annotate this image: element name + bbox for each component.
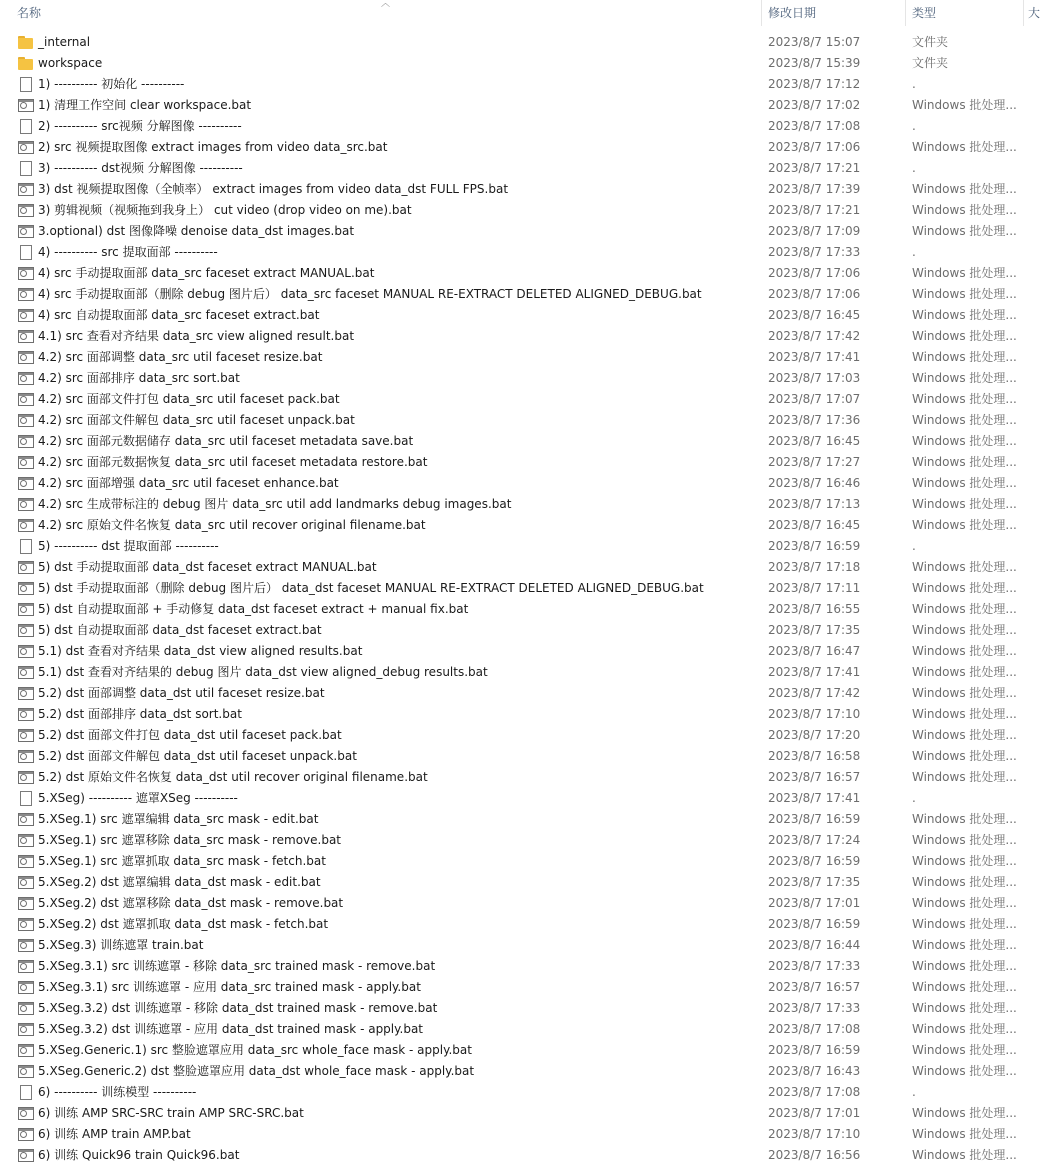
file-modified-date: 2023/8/7 17:21 [768,161,861,175]
file-name: 4.2) src 面部排序 data_src sort.bat [38,371,240,385]
file-type: Windows 批处理... [912,224,1017,238]
batch-file-icon [18,729,34,742]
file-row[interactable] [0,914,1034,935]
file-name: 5.XSeg.Generic.1) src 整脸遮罩应用 data_src whole_face mask - apply.bat [38,1043,472,1057]
file-modified-date: 2023/8/7 17:41 [768,350,861,364]
file-type: Windows 批处理... [912,728,1017,742]
file-name: 4.2) src 面部调整 data_src util faceset resize.bat [38,350,323,364]
file-type: Windows 批处理... [912,329,1017,343]
file-type: Windows 批处理... [912,1127,1017,1141]
file-name: 5.XSeg.3.1) src 训练遮罩 - 应用 data_src trained mask - apply.bat [38,980,421,994]
file-type: Windows 批处理... [912,1106,1017,1120]
file-type: Windows 批处理... [912,350,1017,364]
batch-file-icon [18,876,34,889]
file-row[interactable] [0,410,1034,431]
file-row[interactable] [0,1019,1034,1040]
file-modified-date: 2023/8/7 17:01 [768,896,861,910]
batch-file-icon [18,855,34,868]
file-type: Windows 批处理... [912,686,1017,700]
batch-file-icon [18,624,34,637]
file-name: 3.optional) dst 图像降噪 denoise data_dst images.bat [38,224,355,238]
file-modified-date: 2023/8/7 16:59 [768,812,861,826]
file-modified-date: 2023/8/7 16:55 [768,602,861,616]
file-row[interactable] [0,662,1034,683]
file-modified-date: 2023/8/7 16:59 [768,917,861,931]
file-name: 5.XSeg.2) dst 遮罩移除 data_dst mask - remove.bat [38,896,344,910]
file-modified-date: 2023/8/7 17:01 [768,1106,861,1120]
file-type: 文件夹 [912,35,949,49]
file-type: Windows 批处理... [912,980,1017,994]
file-row[interactable] [0,788,1034,809]
file-row[interactable] [0,1145,1034,1166]
file-name: 4.2) src 面部元数据储存 data_src util faceset metadata save.bat [38,434,414,448]
file-modified-date: 2023/8/7 16:59 [768,1043,861,1057]
file-name: 5.XSeg.Generic.2) dst 整脸遮罩应用 data_dst whole_face mask - apply.bat [38,1064,475,1078]
file-icon [20,161,32,176]
file-type: Windows 批处理... [912,1022,1017,1036]
file-name: 4) ---------- src 提取面部 ---------- [38,245,218,259]
file-modified-date: 2023/8/7 17:02 [768,98,861,112]
batch-file-icon [18,960,34,973]
file-type: . [912,1085,916,1099]
batch-file-icon [18,519,34,532]
file-modified-date: 2023/8/7 17:39 [768,182,861,196]
file-name: 2) src 视频提取图像 extract images from video data_src.bat [38,140,388,154]
file-row[interactable] [0,1040,1034,1061]
file-row[interactable] [0,851,1034,872]
batch-file-icon [18,435,34,448]
file-row[interactable] [0,494,1034,515]
file-modified-date: 2023/8/7 17:27 [768,455,861,469]
file-type: Windows 批处理... [912,371,1017,385]
file-type: Windows 批处理... [912,413,1017,427]
file-name: 3) dst 视频提取图像（全帧率） extract images from video data_dst FULL FPS.bat [38,182,509,196]
file-name: 6) 训练 AMP SRC-SRC train AMP SRC-SRC.bat [38,1106,304,1120]
file-icon [20,77,32,92]
batch-file-icon [18,582,34,595]
file-type: Windows 批处理... [912,455,1017,469]
file-modified-date: 2023/8/7 17:36 [768,413,861,427]
file-type: Windows 批处理... [912,581,1017,595]
file-type: . [912,539,916,553]
file-type: Windows 批处理... [912,1148,1017,1162]
file-name: 5.XSeg.1) src 遮罩编辑 data_src mask - edit.bat [38,812,319,826]
file-name: 5.2) dst 面部文件解包 data_dst util faceset unpack.bat [38,749,357,763]
file-modified-date: 2023/8/7 17:33 [768,959,861,973]
file-modified-date: 2023/8/7 15:39 [768,56,861,70]
file-row[interactable] [0,284,1034,305]
file-row[interactable] [0,431,1034,452]
file-modified-date: 2023/8/7 17:20 [768,728,861,742]
file-type: Windows 批处理... [912,1043,1017,1057]
file-row[interactable] [0,32,1034,53]
file-row[interactable] [0,137,1034,158]
file-name: 4) src 手动提取面部 data_src faceset extract MANUAL.bat [38,266,375,280]
batch-file-icon [18,687,34,700]
file-modified-date: 2023/8/7 17:33 [768,245,861,259]
file-row[interactable] [0,326,1034,347]
file-name: 4.2) src 生成带标注的 debug 图片 data_src util add landmarks debug images.bat [38,497,512,511]
file-name: 5.1) dst 查看对齐结果的 debug 图片 data_dst view aligned_debug results.bat [38,665,488,679]
file-row[interactable] [0,620,1034,641]
file-row[interactable] [0,830,1034,851]
file-row[interactable] [0,893,1034,914]
sort-ascending-icon: ︿ [381,0,391,9]
batch-file-icon [18,1002,34,1015]
file-row[interactable] [0,473,1034,494]
file-name: 5.XSeg) ---------- 遮罩XSeg ---------- [38,791,238,805]
file-modified-date: 2023/8/7 17:24 [768,833,861,847]
file-modified-date: 2023/8/7 17:13 [768,497,861,511]
batch-file-icon [18,708,34,721]
batch-file-icon [18,666,34,679]
file-row[interactable] [0,1082,1034,1103]
file-name: 4.2) src 原始文件名恢复 data_src util recover original filename.bat [38,518,426,532]
file-type: Windows 批处理... [912,875,1017,889]
file-row[interactable] [0,809,1034,830]
file-row[interactable] [0,389,1034,410]
file-modified-date: 2023/8/7 16:56 [768,1148,861,1162]
file-row[interactable] [0,704,1034,725]
file-type: . [912,119,916,133]
file-name: 5) dst 手动提取面部 data_dst faceset extract MANUAL.bat [38,560,377,574]
file-type: Windows 批处理... [912,770,1017,784]
file-type: Windows 批处理... [912,560,1017,574]
file-type: Windows 批处理... [912,938,1017,952]
batch-file-icon [18,351,34,364]
file-row[interactable] [0,641,1034,662]
batch-file-icon [18,897,34,910]
file-row[interactable] [0,872,1034,893]
file-name: 5) dst 自动提取面部 + 手动修复 data_dst faceset extract + manual fix.bat [38,602,469,616]
batch-file-icon [18,141,34,154]
file-name: 5.XSeg.1) src 遮罩抓取 data_src mask - fetch.bat [38,854,326,868]
file-name: 4.1) src 查看对齐结果 data_src view aligned result.bat [38,329,355,343]
batch-file-icon [18,498,34,511]
batch-file-icon [18,330,34,343]
file-type: Windows 批处理... [912,854,1017,868]
file-row[interactable] [0,368,1034,389]
file-row[interactable] [0,578,1034,599]
file-modified-date: 2023/8/7 17:21 [768,203,861,217]
file-type: . [912,161,916,175]
file-modified-date: 2023/8/7 16:44 [768,938,861,952]
batch-file-icon [18,1065,34,1078]
batch-file-icon [18,372,34,385]
file-modified-date: 2023/8/7 17:11 [768,581,861,595]
file-name: 5) ---------- dst 提取面部 ---------- [38,539,219,553]
file-type: Windows 批处理... [912,287,1017,301]
file-type: Windows 批处理... [912,392,1017,406]
file-name: 5.2) dst 面部调整 data_dst util faceset resize.bat [38,686,325,700]
file-type: Windows 批处理... [912,497,1017,511]
file-type: Windows 批处理... [912,1064,1017,1078]
file-type: Windows 批处理... [912,518,1017,532]
file-type: Windows 批处理... [912,896,1017,910]
file-type: Windows 批处理... [912,749,1017,763]
file-list [0,32,1034,1166]
file-modified-date: 2023/8/7 16:59 [768,539,861,553]
batch-file-icon [18,414,34,427]
column-divider[interactable] [1023,0,1024,26]
file-modified-date: 2023/8/7 17:08 [768,1085,861,1099]
file-modified-date: 2023/8/7 17:09 [768,224,861,238]
file-row[interactable] [0,221,1034,242]
batch-file-icon [18,288,34,301]
file-type: Windows 批处理... [912,266,1017,280]
file-type: . [912,791,916,805]
file-name: 4) src 手动提取面部（删除 debug 图片后） data_src faceset MANUAL RE-EXTRACT DELETED ALIGNED_DEBUG.bat [38,287,702,301]
file-modified-date: 2023/8/7 17:10 [768,707,861,721]
file-modified-date: 2023/8/7 16:47 [768,644,861,658]
file-row[interactable] [0,599,1034,620]
file-name: 4.2) src 面部文件解包 data_src util faceset unpack.bat [38,413,355,427]
file-name: 4) src 自动提取面部 data_src faceset extract.bat [38,308,320,322]
file-modified-date: 2023/8/7 16:59 [768,854,861,868]
file-name: 5.XSeg.3) 训练遮罩 train.bat [38,938,204,952]
batch-file-icon [18,309,34,322]
file-row[interactable] [0,158,1034,179]
file-modified-date: 2023/8/7 15:07 [768,35,861,49]
batch-file-icon [18,771,34,784]
file-row[interactable] [0,977,1034,998]
file-modified-date: 2023/8/7 17:08 [768,119,861,133]
file-type: Windows 批处理... [912,623,1017,637]
file-type: Windows 批处理... [912,833,1017,847]
file-modified-date: 2023/8/7 17:03 [768,371,861,385]
file-modified-date: 2023/8/7 17:42 [768,329,861,343]
folder-icon [18,56,34,71]
file-type: Windows 批处理... [912,308,1017,322]
batch-file-icon [18,918,34,931]
column-header-date[interactable]: 修改日期 [768,6,817,20]
file-name: 5.2) dst 面部文件打包 data_dst util faceset pack.bat [38,728,342,742]
file-name: 5.XSeg.2) dst 遮罩编辑 data_dst mask - edit.bat [38,875,321,889]
file-modified-date: 2023/8/7 17:35 [768,623,861,637]
file-modified-date: 2023/8/7 16:57 [768,770,861,784]
file-row[interactable] [0,746,1034,767]
folder-icon [18,35,34,50]
batch-file-icon [18,645,34,658]
file-modified-date: 2023/8/7 17:06 [768,140,861,154]
file-row[interactable] [0,200,1034,221]
file-row[interactable] [0,725,1034,746]
column-divider[interactable] [761,0,762,26]
batch-file-icon [18,456,34,469]
file-type: Windows 批处理... [912,812,1017,826]
file-modified-date: 2023/8/7 17:06 [768,287,861,301]
file-row[interactable] [0,1061,1034,1082]
file-row[interactable] [0,179,1034,200]
batch-file-icon [18,603,34,616]
batch-file-icon [18,99,34,112]
file-icon [20,245,32,260]
column-header-size[interactable]: 大 [1028,6,1040,20]
batch-file-icon [18,1044,34,1057]
file-row[interactable] [0,116,1034,137]
file-row[interactable] [0,536,1034,557]
file-name: workspace [38,56,103,70]
batch-file-icon [18,981,34,994]
column-header-bar [0,0,1040,26]
file-name: _internal [38,35,91,49]
file-name: 3) ---------- dst视频 分解图像 ---------- [38,161,243,175]
file-name: 5.2) dst 原始文件名恢复 data_dst util recover original filename.bat [38,770,428,784]
file-modified-date: 2023/8/7 17:08 [768,1022,861,1036]
file-name: 2) ---------- src视频 分解图像 ---------- [38,119,242,133]
file-modified-date: 2023/8/7 17:42 [768,686,861,700]
file-type: Windows 批处理... [912,140,1017,154]
file-row[interactable] [0,305,1034,326]
file-modified-date: 2023/8/7 17:07 [768,392,861,406]
file-row[interactable] [0,263,1034,284]
file-row[interactable] [0,683,1034,704]
file-modified-date: 2023/8/7 16:45 [768,518,861,532]
file-modified-date: 2023/8/7 17:41 [768,665,861,679]
file-modified-date: 2023/8/7 17:41 [768,791,861,805]
file-type: Windows 批处理... [912,602,1017,616]
file-name: 6) 训练 AMP train AMP.bat [38,1127,191,1141]
file-row[interactable] [0,53,1034,74]
batch-file-icon [18,1128,34,1141]
batch-file-icon [18,477,34,490]
file-icon [20,1085,32,1100]
file-row[interactable] [0,74,1034,95]
batch-file-icon [18,939,34,952]
file-type: Windows 批处理... [912,917,1017,931]
file-type: Windows 批处理... [912,476,1017,490]
file-type: Windows 批处理... [912,98,1017,112]
file-type: Windows 批处理... [912,644,1017,658]
file-type: . [912,77,916,91]
file-row[interactable] [0,557,1034,578]
file-row[interactable] [0,242,1034,263]
file-name: 4.2) src 面部元数据恢复 data_src util faceset metadata restore.bat [38,455,428,469]
file-modified-date: 2023/8/7 17:33 [768,1001,861,1015]
file-modified-date: 2023/8/7 17:35 [768,875,861,889]
batch-file-icon [18,225,34,238]
batch-file-icon [18,834,34,847]
file-name: 5.1) dst 查看对齐结果 data_dst view aligned results.bat [38,644,363,658]
file-row[interactable] [0,95,1034,116]
file-type: 文件夹 [912,56,949,70]
file-type: Windows 批处理... [912,707,1017,721]
file-name: 5) dst 手动提取面部（删除 debug 图片后） data_dst faceset MANUAL RE-EXTRACT DELETED ALIGNED_DEBUG.bat [38,581,704,595]
file-name: 5.XSeg.3.2) dst 训练遮罩 - 移除 data_dst trained mask - remove.bat [38,1001,438,1015]
file-modified-date: 2023/8/7 17:18 [768,560,861,574]
file-type: Windows 批处理... [912,1001,1017,1015]
file-row[interactable] [0,1103,1034,1124]
file-type: . [912,245,916,259]
file-name: 5.XSeg.2) dst 遮罩抓取 data_dst mask - fetch.bat [38,917,329,931]
file-name: 4.2) src 面部文件打包 data_src util faceset pack.bat [38,392,340,406]
file-row[interactable] [0,956,1034,977]
file-row[interactable] [0,515,1034,536]
file-name: 1) 清理工作空间 clear workspace.bat [38,98,252,112]
file-row[interactable] [0,935,1034,956]
file-name: 5) dst 自动提取面部 data_dst faceset extract.bat [38,623,322,637]
file-row[interactable] [0,998,1034,1019]
batch-file-icon [18,813,34,826]
file-icon [20,539,32,554]
file-type: Windows 批处理... [912,434,1017,448]
file-type: Windows 批处理... [912,182,1017,196]
file-name: 5.XSeg.3.2) dst 训练遮罩 - 应用 data_dst trained mask - apply.bat [38,1022,424,1036]
file-name: 1) ---------- 初始化 ---------- [38,77,185,91]
file-modified-date: 2023/8/7 16:45 [768,434,861,448]
batch-file-icon [18,750,34,763]
batch-file-icon [18,1107,34,1120]
batch-file-icon [18,204,34,217]
file-modified-date: 2023/8/7 16:57 [768,980,861,994]
file-name: 5.XSeg.3.1) src 训练遮罩 - 移除 data_src trained mask - remove.bat [38,959,436,973]
file-name: 5.2) dst 面部排序 data_dst sort.bat [38,707,242,721]
file-type: Windows 批处理... [912,665,1017,679]
file-name: 5.XSeg.1) src 遮罩移除 data_src mask - remove.bat [38,833,342,847]
batch-file-icon [18,1023,34,1036]
column-divider[interactable] [905,0,906,26]
file-icon [20,119,32,134]
batch-file-icon [18,561,34,574]
file-modified-date: 2023/8/7 16:43 [768,1064,861,1078]
file-icon [20,791,32,806]
file-name: 6) 训练 Quick96 train Quick96.bat [38,1148,240,1162]
batch-file-icon [18,393,34,406]
file-row[interactable] [0,452,1034,473]
batch-file-icon [18,1149,34,1162]
column-header-name[interactable]: 名称 [17,6,42,20]
file-name: 6) ---------- 训练模型 ---------- [38,1085,197,1099]
batch-file-icon [18,183,34,196]
file-type: Windows 批处理... [912,959,1017,973]
column-header-type[interactable]: 类型 [912,6,937,20]
file-modified-date: 2023/8/7 17:06 [768,266,861,280]
file-name: 3) 剪辑视频（视频拖到我身上） cut video (drop video on me).bat [38,203,412,217]
batch-file-icon [18,267,34,280]
file-modified-date: 2023/8/7 17:12 [768,77,861,91]
file-modified-date: 2023/8/7 16:45 [768,308,861,322]
file-modified-date: 2023/8/7 17:10 [768,1127,861,1141]
file-type: Windows 批处理... [912,203,1017,217]
file-name: 4.2) src 面部增强 data_src util faceset enhance.bat [38,476,339,490]
file-row[interactable] [0,767,1034,788]
file-row[interactable] [0,347,1034,368]
file-modified-date: 2023/8/7 16:58 [768,749,861,763]
file-modified-date: 2023/8/7 16:46 [768,476,861,490]
file-row[interactable] [0,1124,1034,1145]
